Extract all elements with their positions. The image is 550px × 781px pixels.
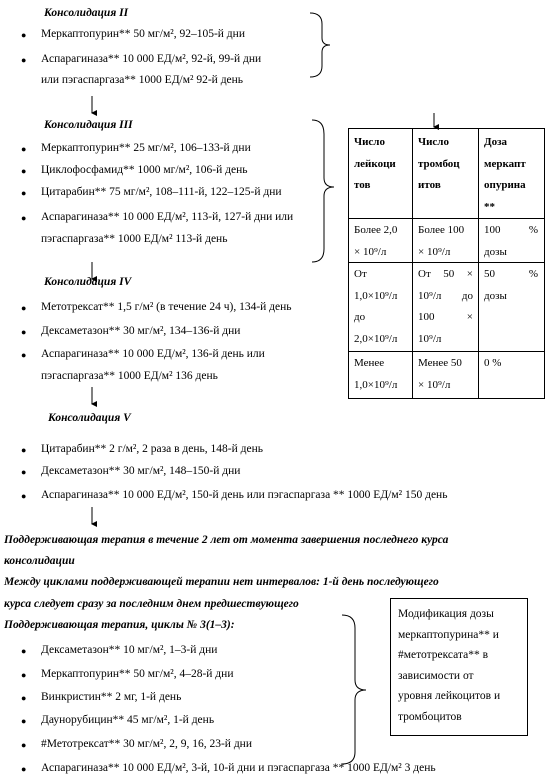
bullet: ● bbox=[21, 350, 27, 360]
list-item: пэгаспаргаза** 1000 ЕД/м² 113-й день bbox=[41, 233, 228, 245]
note-line: зависимости от bbox=[398, 669, 474, 682]
table-cell: Более 100 × 10⁹/л bbox=[418, 224, 465, 258]
bullet: ● bbox=[21, 55, 27, 65]
bullet: ● bbox=[21, 327, 27, 337]
brace-maintenance bbox=[342, 615, 366, 764]
maintenance-para-line: Между циклами поддерживающей терапии нет интервалов: 1-й день последующего bbox=[4, 576, 439, 588]
bullet: ● bbox=[21, 144, 27, 154]
list-item: Дексаметазон** 30 мг/м², 134–136-й дни bbox=[41, 325, 241, 337]
table-cell: От 50 × 10⁹/л до 100 × 10⁹/л bbox=[418, 268, 473, 345]
consolidation-5-title: Консолидация V bbox=[48, 412, 131, 424]
brace-consolidation-3 bbox=[312, 120, 334, 262]
list-item: Метотрексат** 1,5 г/м² (в течение 24 ч), 134-й день bbox=[41, 301, 292, 313]
bullet: ● bbox=[21, 670, 27, 680]
maintenance-para-line: курса следует сразу за последним днем предшествующего bbox=[4, 598, 299, 610]
list-item: Цитарабин** 2 г/м², 2 раза в день, 148-й день bbox=[41, 443, 264, 455]
list-item: Аспарагиназа** 10 000 ЕД/м², 136-й день или bbox=[41, 348, 265, 360]
table-cell: От 1,0×10⁹/л до 2,0×10⁹/л bbox=[354, 268, 398, 345]
list-item: Меркаптопурин** 50 мг/м², 4–28-й дни bbox=[41, 668, 234, 680]
consolidation-4-title: Консолидация IV bbox=[44, 276, 132, 288]
bullet: ● bbox=[21, 166, 27, 176]
note-line: меркаптопурина** и bbox=[398, 628, 499, 641]
note-line: #метотрексата** в bbox=[398, 649, 489, 661]
list-item: Цитарабин** 75 мг/м², 108–111-й, 122–125-й дни bbox=[41, 186, 282, 198]
bullet: ● bbox=[21, 213, 27, 223]
table-cell: 100 % дозы bbox=[484, 224, 538, 258]
table-header-leukocytes: Число лейкоци тов bbox=[354, 136, 396, 191]
table-cell: 50 % дозы bbox=[484, 268, 538, 302]
table-header-platelets: Число тромбоц итов bbox=[418, 136, 460, 191]
list-item: #Метотрексат** 30 мг/м², 2, 9, 16, 23-й дни bbox=[41, 738, 252, 750]
list-item: Аспарагиназа** 10 000 ЕД/м², 150-й день или пэгаспаргаза ** 1000 ЕД/м² 150 день bbox=[41, 489, 448, 501]
maintenance-para-line: Поддерживающая терапия в течение 2 лет от момента завершения последнего курса bbox=[4, 534, 449, 546]
brace-consolidation-2 bbox=[310, 13, 330, 77]
list-item: Дексаметазон** 30 мг/м², 148–150-й дни bbox=[41, 465, 241, 477]
note-line: уровня лейкоцитов и bbox=[398, 690, 501, 702]
bullet: ● bbox=[21, 740, 27, 750]
table-cell: Более 2,0 × 10⁹/л bbox=[354, 224, 398, 258]
table-cell: Менее 50 × 10⁹/л bbox=[418, 357, 462, 391]
list-item: Дексаметазон** 10 мг/м², 1–3-й дни bbox=[41, 644, 218, 656]
bullet: ● bbox=[21, 467, 27, 477]
bullet: ● bbox=[21, 716, 27, 726]
list-item: пэгаспаргаза** 1000 ЕД/м² 136 день bbox=[41, 370, 218, 382]
table-cell: 0 % bbox=[484, 357, 502, 369]
bullet: ● bbox=[21, 693, 27, 703]
bullet: ● bbox=[21, 30, 27, 40]
consolidation-3-title: Консолидация III bbox=[44, 119, 133, 131]
note-box bbox=[398, 604, 500, 727]
bullet: ● bbox=[21, 764, 27, 774]
maintenance-cycles-title: Поддерживающая терапия, циклы № 3(1–3): bbox=[4, 619, 235, 631]
list-item: Меркаптопурин** 25 мг/м², 106–133-й дни bbox=[41, 142, 251, 154]
list-item: или пэгаспаргаза** 1000 ЕД/м² 92-й день bbox=[41, 74, 244, 86]
consolidation-2-title: Консолидация II bbox=[44, 7, 129, 19]
table-cell: Менее 1,0×10⁹/л bbox=[354, 357, 398, 391]
note-line: Модификация дозы bbox=[398, 608, 494, 620]
table-header-dose: Доза меркапт опурина ** bbox=[484, 136, 526, 213]
list-item: Аспарагиназа** 10 000 ЕД/м², 3-й, 10-й дни и пэгаспаргаза ** 1000 ЕД/м² 3 день bbox=[41, 762, 436, 774]
note-line: тромбоцитов bbox=[398, 710, 462, 723]
bullet: ● bbox=[21, 188, 27, 198]
maintenance-para-line: консолидации bbox=[4, 555, 75, 567]
list-item: Аспарагиназа** 10 000 ЕД/м², 92-й, 99-й дни bbox=[41, 53, 262, 65]
bullet: ● bbox=[21, 445, 27, 455]
bullet: ● bbox=[21, 303, 27, 313]
list-item: Винкристин** 2 мг, 1-й день bbox=[41, 691, 182, 703]
bullet: ● bbox=[21, 646, 27, 656]
list-item: Циклофосфамид** 1000 мг/м², 106-й день bbox=[41, 164, 248, 176]
list-item: Меркаптопурин** 50 мг/м², 92–105-й дни bbox=[41, 28, 245, 40]
bullet: ● bbox=[21, 491, 27, 501]
list-item: Даунорубицин** 45 мг/м², 1-й день bbox=[41, 714, 215, 726]
list-item: Аспарагиназа** 10 000 ЕД/м², 113-й, 127-й дни или bbox=[41, 211, 294, 223]
